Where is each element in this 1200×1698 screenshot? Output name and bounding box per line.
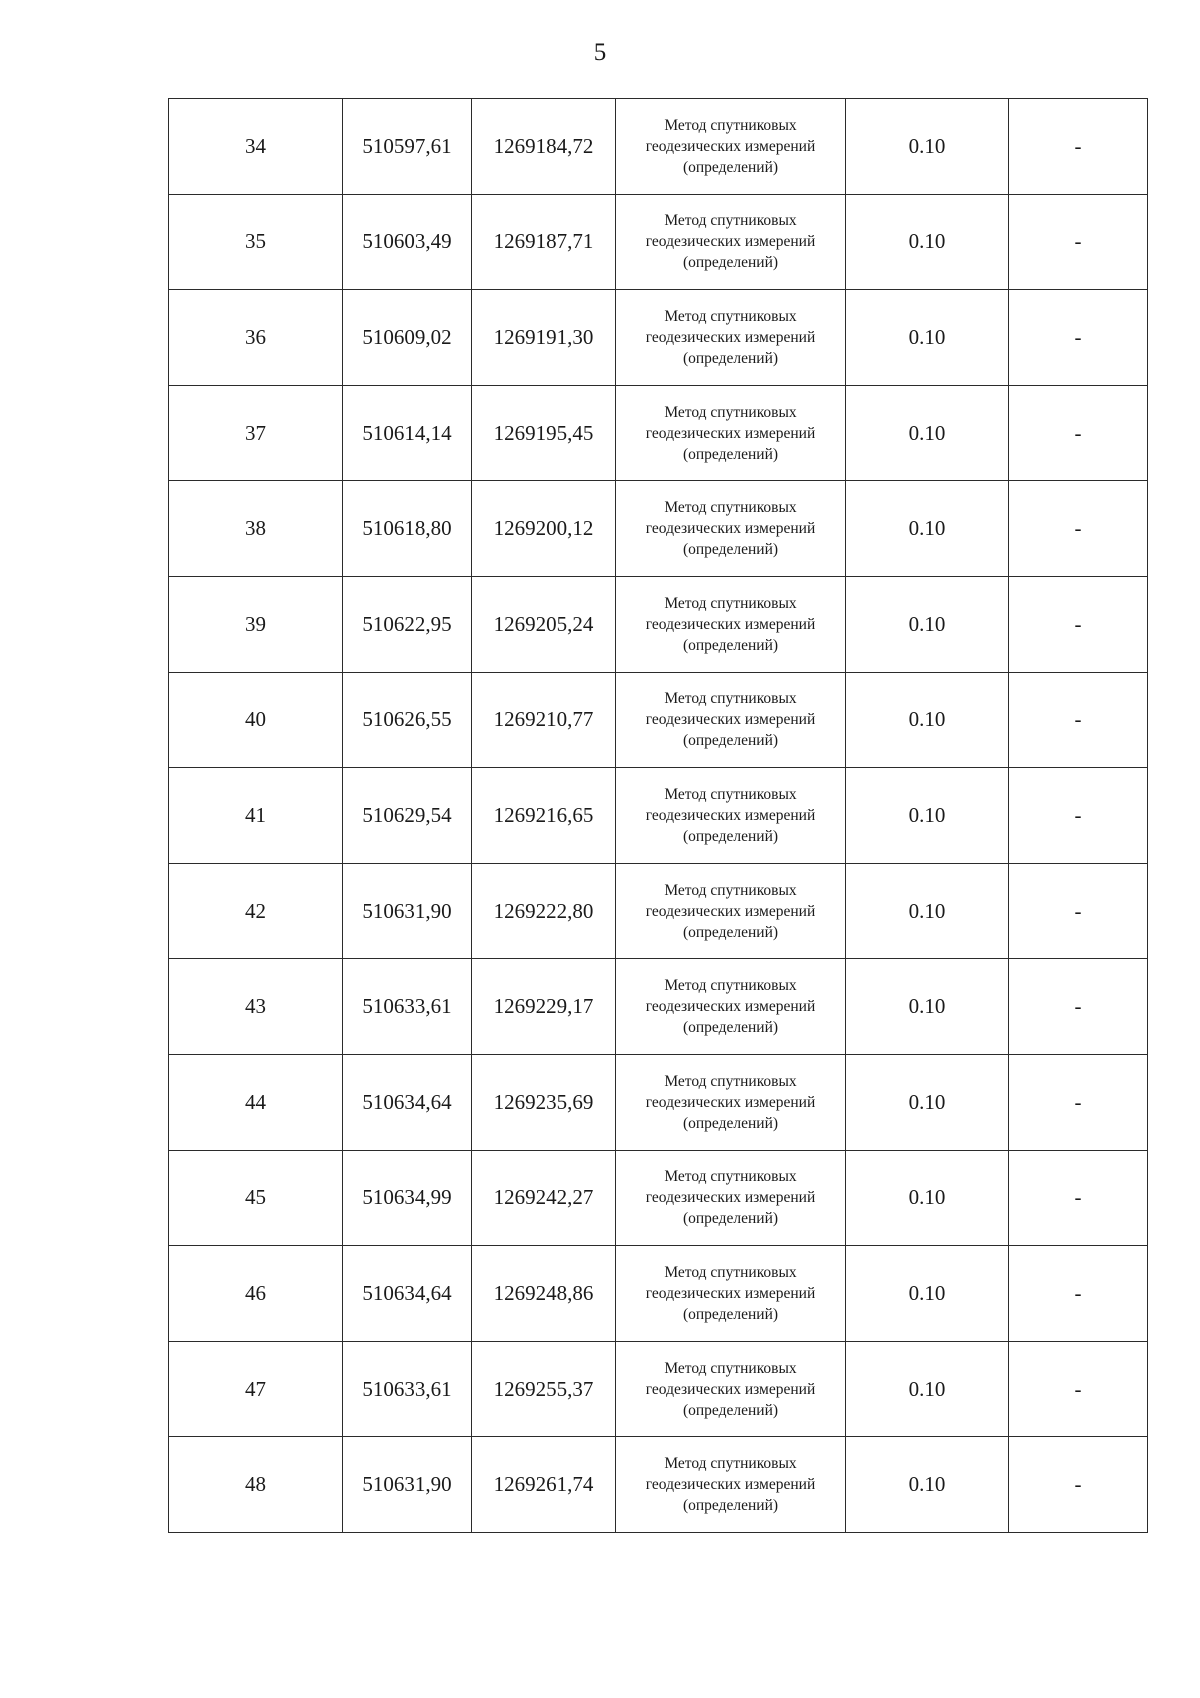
method-cell	[616, 863, 846, 959]
method-text-line: (определений)	[682, 349, 779, 367]
page-number: 5	[593, 39, 607, 66]
method-cell	[616, 959, 846, 1055]
y-coordinate-cell: 1269261,74	[472, 1437, 616, 1533]
description-cell: -	[1009, 1054, 1148, 1150]
accuracy-cell: 0.10	[846, 959, 1009, 1055]
method-text-line: геодезических измерений	[645, 806, 816, 824]
method-cell	[616, 290, 846, 386]
point-number-cell: 40	[169, 672, 343, 768]
accuracy-cell: 0.10	[846, 1054, 1009, 1150]
method-text-line: (определений)	[682, 158, 779, 176]
method-cell	[616, 1150, 846, 1246]
description-cell: -	[1009, 385, 1148, 481]
accuracy-cell: 0.10	[846, 768, 1009, 864]
point-number-cell: 39	[169, 576, 343, 672]
x-coordinate-cell: 510631,90	[343, 1437, 472, 1533]
x-coordinate-cell: 510633,61	[343, 959, 472, 1055]
y-coordinate-cell: 1269255,37	[472, 1341, 616, 1437]
method-text-line: Метод спутниковых	[664, 594, 797, 612]
description-cell: -	[1009, 194, 1148, 290]
y-coordinate-cell: 1269235,69	[472, 1054, 616, 1150]
method-text-line: (определений)	[682, 1401, 779, 1419]
y-coordinate-cell: 1269242,27	[472, 1150, 616, 1246]
method-text-line: Метод спутниковых	[664, 499, 797, 517]
y-coordinate-cell: 1269229,17	[472, 959, 616, 1055]
accuracy-cell: 0.10	[846, 672, 1009, 768]
description-cell: -	[1009, 768, 1148, 864]
method-cell	[616, 672, 846, 768]
x-coordinate-cell: 510633,61	[343, 1341, 472, 1437]
point-number-cell: 34	[169, 99, 343, 195]
x-coordinate-cell: 510634,64	[343, 1054, 472, 1150]
description-cell: -	[1009, 481, 1148, 577]
table-row	[169, 768, 1148, 864]
table-row	[169, 959, 1148, 1055]
description-cell: -	[1009, 290, 1148, 386]
accuracy-cell: 0.10	[846, 1246, 1009, 1342]
y-coordinate-cell: 1269184,72	[472, 99, 616, 195]
description-cell: -	[1009, 99, 1148, 195]
description-cell: -	[1009, 959, 1148, 1055]
y-coordinate-cell: 1269248,86	[472, 1246, 616, 1342]
table-row	[169, 385, 1148, 481]
method-text-line: Метод спутниковых	[664, 1263, 797, 1281]
accuracy-cell: 0.10	[846, 863, 1009, 959]
table-row	[169, 863, 1148, 959]
x-coordinate-cell: 510634,99	[343, 1150, 472, 1246]
table-row	[169, 1054, 1148, 1150]
method-text-line: геодезических измерений	[645, 137, 816, 155]
description-cell: -	[1009, 1437, 1148, 1533]
table-row	[169, 1437, 1148, 1533]
point-number-cell: 47	[169, 1341, 343, 1437]
table-row	[169, 576, 1148, 672]
point-number-cell: 44	[169, 1054, 343, 1150]
method-cell	[616, 1054, 846, 1150]
method-text-line: геодезических измерений	[645, 998, 816, 1016]
method-text-line: Метод спутниковых	[664, 1359, 797, 1377]
coordinates-table	[168, 98, 1148, 1533]
point-number-cell: 48	[169, 1437, 343, 1533]
x-coordinate-cell: 510618,80	[343, 481, 472, 577]
method-text-line: геодезических измерений	[645, 711, 816, 729]
method-text-line: геодезических измерений	[645, 615, 816, 633]
method-text-line: геодезических измерений	[645, 233, 816, 251]
method-text-line: (определений)	[682, 445, 779, 463]
table-row	[169, 290, 1148, 386]
y-coordinate-cell: 1269187,71	[472, 194, 616, 290]
point-number-cell: 46	[169, 1246, 343, 1342]
method-cell	[616, 1341, 846, 1437]
table-row	[169, 1150, 1148, 1246]
method-cell	[616, 768, 846, 864]
description-cell: -	[1009, 1341, 1148, 1437]
method-cell	[616, 1437, 846, 1533]
y-coordinate-cell: 1269216,65	[472, 768, 616, 864]
x-coordinate-cell: 510614,14	[343, 385, 472, 481]
x-coordinate-cell: 510609,02	[343, 290, 472, 386]
y-coordinate-cell: 1269222,80	[472, 863, 616, 959]
point-number-cell: 41	[169, 768, 343, 864]
method-text-line: геодезических измерений	[645, 1093, 816, 1111]
table-row	[169, 99, 1148, 195]
accuracy-cell: 0.10	[846, 481, 1009, 577]
method-text-line: Метод спутниковых	[664, 212, 797, 230]
method-text-line: геодезических измерений	[645, 1380, 816, 1398]
description-cell: -	[1009, 672, 1148, 768]
point-number-cell: 45	[169, 1150, 343, 1246]
x-coordinate-cell: 510603,49	[343, 194, 472, 290]
x-coordinate-cell: 510631,90	[343, 863, 472, 959]
point-number-cell: 36	[169, 290, 343, 386]
method-text-line: (определений)	[682, 254, 779, 272]
method-text-line: Метод спутниковых	[664, 785, 797, 803]
method-text-line: геодезических измерений	[645, 1476, 816, 1494]
accuracy-cell: 0.10	[846, 1341, 1009, 1437]
y-coordinate-cell: 1269205,24	[472, 576, 616, 672]
table-row	[169, 1246, 1148, 1342]
method-cell	[616, 385, 846, 481]
coordinates-table-body	[169, 99, 1148, 1533]
x-coordinate-cell: 510634,64	[343, 1246, 472, 1342]
y-coordinate-cell: 1269191,30	[472, 290, 616, 386]
x-coordinate-cell: 510626,55	[343, 672, 472, 768]
method-cell	[616, 194, 846, 290]
method-text-line: Метод спутниковых	[664, 116, 797, 134]
x-coordinate-cell: 510629,54	[343, 768, 472, 864]
y-coordinate-cell: 1269200,12	[472, 481, 616, 577]
method-text-line: (определений)	[682, 1305, 779, 1323]
table-row	[169, 1341, 1148, 1437]
accuracy-cell: 0.10	[846, 194, 1009, 290]
point-number-cell: 35	[169, 194, 343, 290]
y-coordinate-cell: 1269210,77	[472, 672, 616, 768]
method-text-line: Метод спутниковых	[664, 977, 797, 995]
table-row	[169, 481, 1148, 577]
description-cell: -	[1009, 1246, 1148, 1342]
point-number-cell: 43	[169, 959, 343, 1055]
accuracy-cell: 0.10	[846, 1437, 1009, 1533]
accuracy-cell: 0.10	[846, 1150, 1009, 1246]
method-cell	[616, 576, 846, 672]
method-text-line: Метод спутниковых	[664, 881, 797, 899]
method-cell	[616, 1246, 846, 1342]
method-cell	[616, 99, 846, 195]
method-text-line: (определений)	[682, 1114, 779, 1132]
method-text-line: (определений)	[682, 827, 779, 845]
method-text-line: геодезических измерений	[645, 328, 816, 346]
method-text-line: геодезических измерений	[645, 520, 816, 538]
method-text-line: (определений)	[682, 541, 779, 559]
method-text-line: (определений)	[682, 1210, 779, 1228]
method-text-line: (определений)	[682, 923, 779, 941]
accuracy-cell: 0.10	[846, 290, 1009, 386]
method-text-line: геодезических измерений	[645, 1284, 816, 1302]
point-number-cell: 38	[169, 481, 343, 577]
method-text-line: (определений)	[682, 732, 779, 750]
method-text-line: геодезических измерений	[645, 424, 816, 442]
x-coordinate-cell: 510622,95	[343, 576, 472, 672]
method-text-line: Метод спутниковых	[664, 1072, 797, 1090]
y-coordinate-cell: 1269195,45	[472, 385, 616, 481]
method-text-line: геодезических измерений	[645, 1189, 816, 1207]
method-text-line: (определений)	[682, 1019, 779, 1037]
method-text-line: Метод спутниковых	[664, 690, 797, 708]
point-number-cell: 37	[169, 385, 343, 481]
accuracy-cell: 0.10	[846, 99, 1009, 195]
method-text-line: Метод спутниковых	[664, 307, 797, 325]
description-cell: -	[1009, 863, 1148, 959]
method-text-line: (определений)	[682, 636, 779, 654]
method-text-line: (определений)	[682, 1497, 779, 1515]
description-cell: -	[1009, 576, 1148, 672]
method-text-line: Метод спутниковых	[664, 1168, 797, 1186]
method-text-line: геодезических измерений	[645, 902, 816, 920]
method-cell	[616, 481, 846, 577]
accuracy-cell: 0.10	[846, 576, 1009, 672]
table-row	[169, 672, 1148, 768]
x-coordinate-cell: 510597,61	[343, 99, 472, 195]
description-cell: -	[1009, 1150, 1148, 1246]
method-text-line: Метод спутниковых	[664, 1455, 797, 1473]
table-row	[169, 194, 1148, 290]
accuracy-cell: 0.10	[846, 385, 1009, 481]
method-text-line: Метод спутниковых	[664, 403, 797, 421]
point-number-cell: 42	[169, 863, 343, 959]
